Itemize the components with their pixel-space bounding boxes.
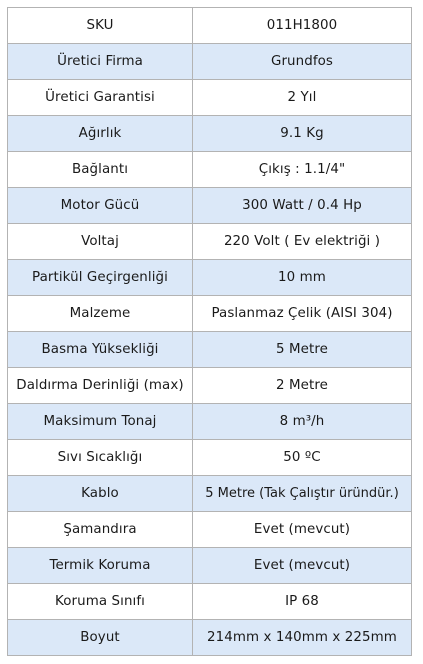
spec-row-connection [8,152,412,188]
spec-value: 220 Volt ( Ev elektriği ) [193,224,412,260]
spec-value: 8 m³/h [193,404,412,440]
spec-value: 300 Watt / 0.4 Hp [193,188,412,224]
spec-label: Termik Koruma [8,548,193,584]
spec-label: Ağırlık [8,116,193,152]
spec-row-float-switch [8,512,412,548]
spec-value: 011H1800 [193,8,412,44]
spec-value: 2 Metre [193,368,412,404]
spec-label: SKU [8,8,193,44]
spec-row-manufacturer [8,44,412,80]
spec-value: 5 Metre (Tak Çalıştır üründür.) [193,476,412,512]
spec-row-voltage [8,224,412,260]
spec-label: Şamandıra [8,512,193,548]
spec-row-weight [8,116,412,152]
spec-row-cable [8,476,412,512]
spec-label: Üretici Firma [8,44,193,80]
spec-row-max-flow [8,404,412,440]
spec-label: Maksimum Tonaj [8,404,193,440]
spec-label: Daldırma Derinliği (max) [8,368,193,404]
spec-value: 2 Yıl [193,80,412,116]
spec-row-warranty [8,80,412,116]
spec-label: Voltaj [8,224,193,260]
spec-row-material [8,296,412,332]
spec-value: 214mm x 140mm x 225mm [193,620,412,656]
spec-row-protection-class [8,584,412,620]
spec-label: Partikül Geçirgenliği [8,260,193,296]
spec-row-particle-passage [8,260,412,296]
spec-label: Bağlantı [8,152,193,188]
spec-value: Evet (mevcut) [193,548,412,584]
spec-value: 5 Metre [193,332,412,368]
spec-label: Malzeme [8,296,193,332]
spec-row-head-height [8,332,412,368]
spec-row-liquid-temperature [8,440,412,476]
spec-label: Boyut [8,620,193,656]
spec-value: 50 ºC [193,440,412,476]
spec-label: Basma Yüksekliği [8,332,193,368]
spec-row-sku [8,8,412,44]
spec-value: Paslanmaz Çelik (AISI 304) [193,296,412,332]
spec-value: Evet (mevcut) [193,512,412,548]
spec-row-thermal-protection [8,548,412,584]
spec-label: Koruma Sınıfı [8,584,193,620]
spec-value: 9.1 Kg [193,116,412,152]
spec-row-immersion-depth [8,368,412,404]
spec-label: Üretici Garantisi [8,80,193,116]
spec-label: Motor Gücü [8,188,193,224]
spec-value: 10 mm [193,260,412,296]
spec-row-dimensions [8,620,412,656]
spec-row-motor-power [8,188,412,224]
product-spec-table [7,7,412,656]
spec-value: Çıkış : 1.1/4" [193,152,412,188]
spec-value: Grundfos [193,44,412,80]
spec-label: Kablo [8,476,193,512]
spec-label: Sıvı Sıcaklığı [8,440,193,476]
spec-value: IP 68 [193,584,412,620]
